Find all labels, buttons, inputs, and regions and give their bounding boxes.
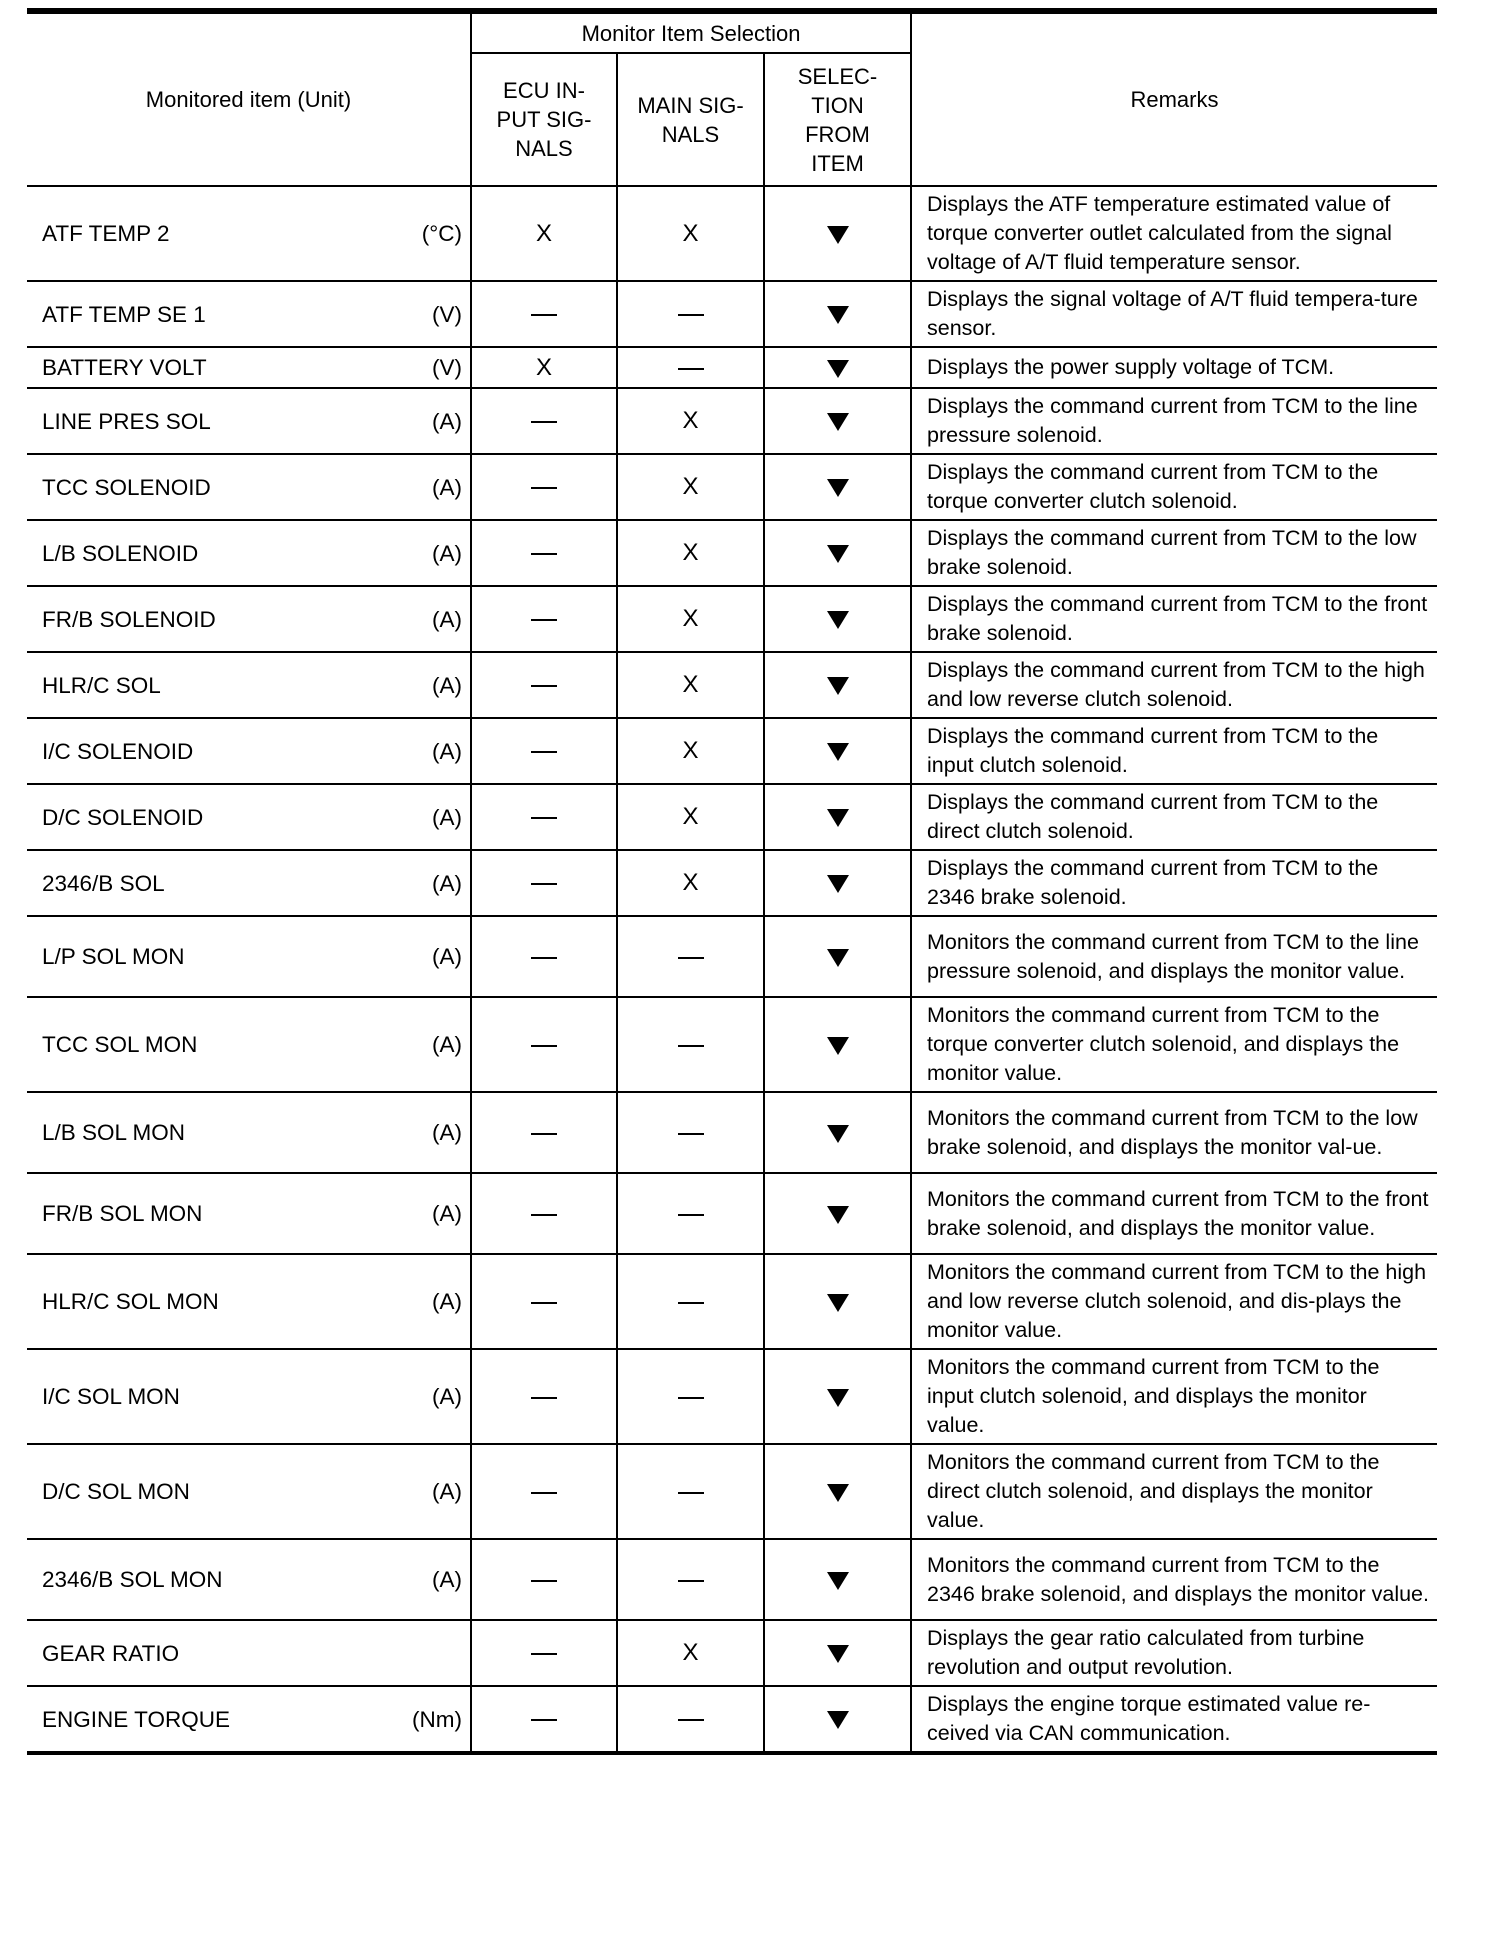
table-row xyxy=(27,586,1437,652)
remarks-text: Monitors the command current from TCM to the line pressure solenoid, and displays the monitor value. xyxy=(927,929,1419,983)
triangle-down-icon xyxy=(827,1711,849,1729)
table-row xyxy=(27,1620,1437,1686)
cell-selection-from-item xyxy=(764,784,911,850)
dash-mark xyxy=(531,1302,557,1304)
cell-selection-from-item xyxy=(764,1539,911,1620)
cell-main-signals xyxy=(617,454,764,520)
cell-remarks xyxy=(911,388,1437,454)
dash-mark xyxy=(531,1397,557,1399)
item-unit: (A) xyxy=(432,870,462,896)
table-row xyxy=(27,997,1437,1092)
cell-main-signals xyxy=(617,388,764,454)
dash-mark xyxy=(678,957,704,959)
dash-mark xyxy=(531,883,557,885)
cell-main-signals xyxy=(617,1620,764,1686)
dash-mark xyxy=(531,619,557,621)
item-unit: (V) xyxy=(432,355,462,380)
cell-remarks xyxy=(911,850,1437,916)
item-name: BATTERY VOLT xyxy=(42,355,207,380)
cell-monitored-item xyxy=(27,586,471,652)
cell-ecu-input-signals xyxy=(471,1444,617,1539)
x-mark: X xyxy=(682,869,699,896)
remarks-text: Monitors the command current from TCM to the front brake solenoid, and displays the monitor value. xyxy=(927,1186,1429,1240)
x-mark: X xyxy=(682,539,699,566)
table-row xyxy=(27,1539,1437,1620)
triangle-down-icon xyxy=(827,1206,849,1224)
item-name: 2346/B SOL MON xyxy=(42,1567,223,1592)
cell-ecu-input-signals xyxy=(471,718,617,784)
triangle-down-icon xyxy=(827,413,849,431)
dash-mark xyxy=(531,1045,557,1047)
cell-ecu-input-signals xyxy=(471,520,617,586)
remarks-text: Displays the command current from TCM to the low brake solenoid. xyxy=(927,526,1417,579)
dash-mark xyxy=(531,957,557,959)
triangle-down-icon xyxy=(827,1389,849,1407)
triangle-down-icon xyxy=(827,360,849,378)
cell-monitored-item xyxy=(27,281,471,347)
item-unit: (A) xyxy=(432,738,462,764)
item-unit: (A) xyxy=(432,474,462,500)
item-unit: (A) xyxy=(432,1201,462,1226)
item-unit: (A) xyxy=(432,944,462,969)
item-unit: (A) xyxy=(432,1479,462,1504)
cell-monitored-item xyxy=(27,388,471,454)
remarks-text: Displays the engine torque estimated value re-ceived via CAN communication. xyxy=(927,1692,1371,1745)
cell-remarks xyxy=(911,1444,1437,1539)
header-ecu-input-signals: ECU IN- PUT SIG- NALS xyxy=(471,53,617,186)
cell-monitored-item xyxy=(27,347,471,388)
cell-main-signals xyxy=(617,718,764,784)
dash-mark xyxy=(531,817,557,819)
remarks-text: Monitors the command current from TCM to the torque converter clutch solenoid, and displays the monitor value. xyxy=(927,1003,1400,1085)
cell-remarks xyxy=(911,1092,1437,1173)
cell-selection-from-item xyxy=(764,454,911,520)
cell-monitored-item xyxy=(27,454,471,520)
cell-ecu-input-signals xyxy=(471,784,617,850)
cell-monitored-item xyxy=(27,718,471,784)
dash-mark xyxy=(531,1492,557,1494)
cell-monitored-item xyxy=(27,1620,471,1686)
cell-main-signals xyxy=(617,1349,764,1444)
remarks-text: Displays the command current from TCM to the high and low reverse clutch solenoid. xyxy=(927,658,1425,711)
triangle-down-icon xyxy=(827,1484,849,1502)
cell-ecu-input-signals xyxy=(471,454,617,520)
cell-main-signals xyxy=(617,281,764,347)
cell-main-signals xyxy=(617,1444,764,1539)
dash-mark xyxy=(678,1492,704,1494)
item-name: LINE PRES SOL xyxy=(42,408,211,434)
cell-main-signals xyxy=(617,1686,764,1753)
table-row xyxy=(27,388,1437,454)
dash-mark xyxy=(531,685,557,687)
dash-mark xyxy=(531,1214,557,1216)
item-name: I/C SOLENOID xyxy=(42,738,194,764)
cell-remarks xyxy=(911,1539,1437,1620)
cell-ecu-input-signals xyxy=(471,186,617,281)
x-mark: X xyxy=(535,353,552,381)
cell-remarks xyxy=(911,784,1437,850)
item-name: TCC SOLENOID xyxy=(42,474,211,500)
x-mark: X xyxy=(682,737,699,764)
item-name: FR/B SOLENOID xyxy=(42,606,216,632)
cell-selection-from-item xyxy=(764,186,911,281)
remarks-text: Displays the command current from TCM to the direct clutch solenoid. xyxy=(927,790,1379,843)
table-row xyxy=(27,1092,1437,1173)
cell-selection-from-item xyxy=(764,916,911,997)
remarks-text: Displays the command current from TCM to the torque converter clutch solenoid. xyxy=(927,460,1379,513)
cell-monitored-item xyxy=(27,1173,471,1254)
item-name: 2346/B SOL xyxy=(42,870,165,896)
cell-main-signals xyxy=(617,1173,764,1254)
cell-monitored-item xyxy=(27,784,471,850)
cell-ecu-input-signals xyxy=(471,652,617,718)
table-row xyxy=(27,652,1437,718)
item-name: HLR/C SOL MON xyxy=(42,1289,219,1314)
cell-remarks xyxy=(911,347,1437,388)
header-monitor-item-selection: Monitor Item Selection xyxy=(471,11,911,53)
dash-mark xyxy=(531,421,557,423)
cell-selection-from-item xyxy=(764,520,911,586)
cell-remarks xyxy=(911,718,1437,784)
dash-mark xyxy=(678,1214,704,1216)
item-unit: (A) xyxy=(432,540,462,566)
cell-ecu-input-signals xyxy=(471,1349,617,1444)
x-mark: X xyxy=(682,671,699,698)
cell-ecu-input-signals xyxy=(471,1539,617,1620)
item-unit: (A) xyxy=(432,804,462,830)
remarks-text: Monitors the command current from TCM to the 2346 brake solenoid, and displays the monitor value. xyxy=(927,1552,1429,1606)
triangle-down-icon xyxy=(827,809,849,827)
cell-ecu-input-signals xyxy=(471,586,617,652)
table-row xyxy=(27,1254,1437,1349)
triangle-down-icon xyxy=(827,1125,849,1143)
remarks-text: Displays the command current from TCM to the 2346 brake solenoid. xyxy=(927,856,1379,909)
item-unit: (°C) xyxy=(421,221,462,246)
item-name: D/C SOL MON xyxy=(42,1479,190,1504)
table-row xyxy=(27,281,1437,347)
cell-remarks xyxy=(911,1173,1437,1254)
table-row xyxy=(27,1349,1437,1444)
remarks-text: Displays the command current from TCM to the front brake solenoid. xyxy=(927,592,1428,645)
item-name: HLR/C SOL xyxy=(42,672,161,698)
cell-main-signals xyxy=(617,997,764,1092)
cell-main-signals xyxy=(617,586,764,652)
cell-remarks xyxy=(911,1686,1437,1753)
table-row xyxy=(27,1686,1437,1753)
cell-selection-from-item xyxy=(764,1254,911,1349)
item-unit: (A) xyxy=(432,408,462,434)
cell-selection-from-item xyxy=(764,1686,911,1753)
cell-selection-from-item xyxy=(764,586,911,652)
cell-monitored-item xyxy=(27,1539,471,1620)
triangle-down-icon xyxy=(827,306,849,324)
dash-mark xyxy=(678,314,704,316)
dash-mark xyxy=(531,1133,557,1135)
dash-mark xyxy=(531,314,557,316)
dash-mark xyxy=(531,553,557,555)
table-row xyxy=(27,850,1437,916)
triangle-down-icon xyxy=(827,1037,849,1055)
table-row xyxy=(27,718,1437,784)
cell-monitored-item xyxy=(27,1092,471,1173)
remarks-text: Monitors the command current from TCM to the direct clutch solenoid, and displays the monitor value. xyxy=(927,1450,1380,1532)
cell-ecu-input-signals xyxy=(471,1254,617,1349)
item-name: L/B SOLENOID xyxy=(42,540,199,566)
cell-selection-from-item xyxy=(764,347,911,388)
item-name: L/P SOL MON xyxy=(42,944,185,969)
triangle-down-icon xyxy=(827,226,849,244)
cell-remarks xyxy=(911,1349,1437,1444)
item-unit: (A) xyxy=(432,606,462,632)
x-mark: X xyxy=(682,803,699,830)
x-mark: X xyxy=(682,219,699,247)
remarks-text: Monitors the command current from TCM to the high and low reverse clutch solenoid, and dis-plays the monitor value. xyxy=(927,1260,1427,1342)
cell-main-signals xyxy=(617,850,764,916)
dash-mark xyxy=(531,751,557,753)
cell-remarks xyxy=(911,586,1437,652)
triangle-down-icon xyxy=(827,479,849,497)
cell-main-signals xyxy=(617,520,764,586)
dash-mark xyxy=(531,1719,557,1721)
cell-monitored-item xyxy=(27,1254,471,1349)
table-body xyxy=(27,186,1437,1753)
cell-selection-from-item xyxy=(764,388,911,454)
cell-ecu-input-signals xyxy=(471,850,617,916)
item-unit: (A) xyxy=(432,1567,462,1592)
dash-mark xyxy=(678,1302,704,1304)
triangle-down-icon xyxy=(827,949,849,967)
remarks-text: Monitors the command current from TCM to the low brake solenoid, and displays the monitor val-ue. xyxy=(927,1105,1418,1159)
header-main-signals: MAIN SIG- NALS xyxy=(617,53,764,186)
cell-monitored-item xyxy=(27,186,471,281)
cell-ecu-input-signals xyxy=(471,388,617,454)
cell-selection-from-item xyxy=(764,850,911,916)
item-name: TCC SOL MON xyxy=(42,1032,198,1057)
x-mark: X xyxy=(682,605,699,632)
cell-main-signals xyxy=(617,1539,764,1620)
item-name: ENGINE TORQUE xyxy=(42,1706,230,1732)
cell-main-signals xyxy=(617,347,764,388)
cell-remarks xyxy=(911,520,1437,586)
triangle-down-icon xyxy=(827,743,849,761)
item-name: FR/B SOL MON xyxy=(42,1201,203,1226)
x-mark: X xyxy=(682,407,699,434)
cell-main-signals xyxy=(617,1254,764,1349)
dash-mark xyxy=(531,1653,557,1655)
item-unit: (A) xyxy=(432,1120,462,1145)
cell-monitored-item xyxy=(27,1444,471,1539)
x-mark: X xyxy=(682,473,699,500)
cell-ecu-input-signals xyxy=(471,1173,617,1254)
remarks-text: Displays the power supply voltage of TCM. xyxy=(927,355,1335,379)
header-selection-from-item: SELEC- TION FROM ITEM xyxy=(764,53,911,186)
triangle-down-icon xyxy=(827,1294,849,1312)
item-unit: (A) xyxy=(432,1384,462,1409)
table-row xyxy=(27,1444,1437,1539)
cell-ecu-input-signals xyxy=(471,1620,617,1686)
item-unit: (A) xyxy=(432,1032,462,1057)
header-remarks: Remarks xyxy=(911,11,1437,186)
dash-mark xyxy=(531,1580,557,1582)
cell-monitored-item xyxy=(27,997,471,1092)
dash-mark xyxy=(678,1580,704,1582)
item-unit: (A) xyxy=(432,672,462,698)
triangle-down-icon xyxy=(827,875,849,893)
triangle-down-icon xyxy=(827,1572,849,1590)
cell-selection-from-item xyxy=(764,1620,911,1686)
cell-monitored-item xyxy=(27,520,471,586)
cell-main-signals xyxy=(617,652,764,718)
cell-main-signals xyxy=(617,1092,764,1173)
x-mark: X xyxy=(682,1639,699,1666)
remarks-text: Displays the command current from TCM to the input clutch solenoid. xyxy=(927,724,1379,777)
item-name: L/B SOL MON xyxy=(42,1120,185,1145)
cell-remarks xyxy=(911,916,1437,997)
dash-mark xyxy=(678,368,704,370)
cell-ecu-input-signals xyxy=(471,997,617,1092)
cell-selection-from-item xyxy=(764,718,911,784)
remarks-text: Displays the gear ratio calculated from turbine revolution and output revolution. xyxy=(927,1626,1365,1679)
item-unit: (V) xyxy=(432,301,462,327)
table-row xyxy=(27,186,1437,281)
cell-ecu-input-signals xyxy=(471,1092,617,1173)
table-row xyxy=(27,347,1437,388)
cell-selection-from-item xyxy=(764,652,911,718)
table-row xyxy=(27,520,1437,586)
cell-remarks xyxy=(911,281,1437,347)
cell-main-signals xyxy=(617,186,764,281)
cell-monitored-item xyxy=(27,1349,471,1444)
item-unit: (A) xyxy=(432,1289,462,1314)
cell-monitored-item xyxy=(27,850,471,916)
cell-remarks xyxy=(911,652,1437,718)
table-row xyxy=(27,1173,1437,1254)
dash-mark xyxy=(678,1397,704,1399)
cell-remarks xyxy=(911,997,1437,1092)
monitor-items-table xyxy=(27,8,1437,1755)
item-name: ATF TEMP 2 xyxy=(42,221,170,246)
x-mark: X xyxy=(535,219,552,247)
item-name: GEAR RATIO xyxy=(42,1640,180,1666)
item-name: ATF TEMP SE 1 xyxy=(42,301,206,327)
cell-remarks xyxy=(911,1254,1437,1349)
cell-ecu-input-signals xyxy=(471,281,617,347)
cell-ecu-input-signals xyxy=(471,916,617,997)
remarks-text: Displays the ATF temperature estimated value of torque converter outlet calculated from the signal voltage of A/T fluid temperature sensor. xyxy=(927,192,1392,274)
cell-monitored-item xyxy=(27,916,471,997)
cell-selection-from-item xyxy=(764,281,911,347)
table-row xyxy=(27,784,1437,850)
triangle-down-icon xyxy=(827,1645,849,1663)
remarks-text: Monitors the command current from TCM to the input clutch solenoid, and displays the monitor value. xyxy=(927,1355,1380,1437)
dash-mark xyxy=(678,1045,704,1047)
cell-remarks xyxy=(911,454,1437,520)
triangle-down-icon xyxy=(827,677,849,695)
cell-monitored-item xyxy=(27,1686,471,1753)
dash-mark xyxy=(678,1133,704,1135)
cell-selection-from-item xyxy=(764,1444,911,1539)
cell-remarks xyxy=(911,1620,1437,1686)
dash-mark xyxy=(531,487,557,489)
triangle-down-icon xyxy=(827,545,849,563)
cell-monitored-item xyxy=(27,652,471,718)
cell-remarks xyxy=(911,186,1437,281)
cell-ecu-input-signals xyxy=(471,1686,617,1753)
cell-main-signals xyxy=(617,784,764,850)
cell-ecu-input-signals xyxy=(471,347,617,388)
header-monitored-item: Monitored item (Unit) xyxy=(27,11,471,186)
item-name: I/C SOL MON xyxy=(42,1384,180,1409)
table-row xyxy=(27,916,1437,997)
cell-selection-from-item xyxy=(764,1173,911,1254)
cell-selection-from-item xyxy=(764,997,911,1092)
table-row xyxy=(27,454,1437,520)
remarks-text: Displays the signal voltage of A/T fluid tempera-ture sensor. xyxy=(927,287,1418,340)
table-header xyxy=(27,11,1437,186)
item-name: D/C SOLENOID xyxy=(42,804,204,830)
remarks-text: Displays the command current from TCM to the line pressure solenoid. xyxy=(927,394,1418,447)
triangle-down-icon xyxy=(827,611,849,629)
cell-selection-from-item xyxy=(764,1092,911,1173)
dash-mark xyxy=(678,1719,704,1721)
item-unit: (Nm) xyxy=(412,1706,462,1732)
cell-selection-from-item xyxy=(764,1349,911,1444)
cell-main-signals xyxy=(617,916,764,997)
